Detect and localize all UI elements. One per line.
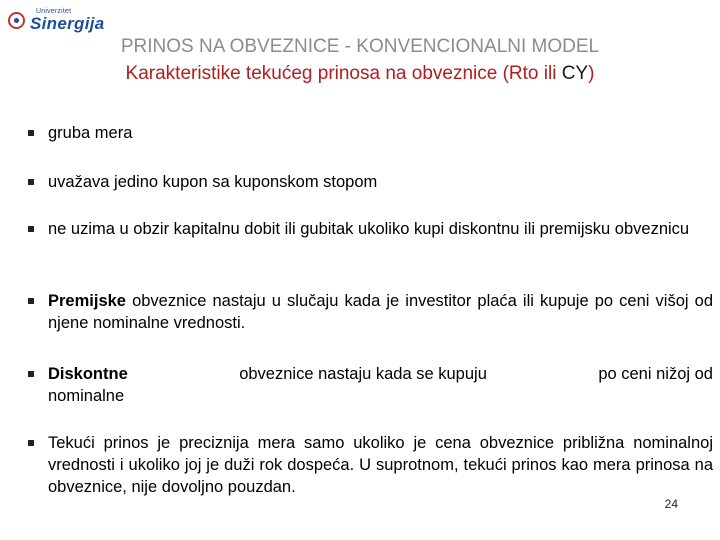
bullet-square-icon <box>28 226 34 232</box>
bullet-body-a: obveznice nastaju kada se kupuju <box>239 365 487 383</box>
slide-subtitle <box>0 63 720 85</box>
bullet-square-icon <box>28 179 34 185</box>
bullet-text: Tekući prinos je preciznija mera samo ukoliko je cena obveznice približna nominalnoj vrednosti i ukoliko joj je duži rok dospeća. U suprotnom, tekući prinos kao mera prinosa na obveznice, nije dovoljno pouzdan. <box>48 434 713 496</box>
bullet-bold-term: Diskontne <box>48 365 128 383</box>
list-item <box>28 363 713 407</box>
bullet-square-icon <box>28 130 34 136</box>
list-item <box>28 122 713 144</box>
bullet-body-c: nominalne <box>48 387 125 405</box>
bullet-text <box>48 290 713 334</box>
list-item <box>28 171 713 193</box>
bullet-text: gruba mera <box>48 124 133 142</box>
subtitle-dark-text: CY <box>561 63 589 84</box>
slide-title: PRINOS NA OBVEZNICE - KONVENCIONALNI MODEL <box>120 36 600 57</box>
university-logo <box>8 6 105 34</box>
bullet-square-icon <box>28 440 34 446</box>
bullet-text: ne uzima u obzir kapitalnu dobit ili gubitak ukoliko kupi diskontnu ili premijsku obveznicu <box>48 220 690 238</box>
page-number: 24 <box>664 497 678 511</box>
list-item <box>28 218 713 240</box>
bullet-square-icon <box>28 371 34 377</box>
list-item <box>28 290 713 334</box>
bullet-line <box>48 363 713 385</box>
logo-name: Sinergija <box>30 14 105 33</box>
bullet-bold-term: Premijske <box>48 292 126 310</box>
bullet-text: uvažava jedino kupon sa kuponskom stopom <box>48 173 378 191</box>
bullet-body-b: po ceni nižoj od <box>598 365 713 383</box>
logo-top-text: Univerzitet <box>36 8 72 15</box>
list-item <box>28 432 713 498</box>
subtitle-close-text: ) <box>588 63 595 84</box>
logo-emblem-icon <box>8 12 25 29</box>
bullet-square-icon <box>28 298 34 304</box>
subtitle-red-text: Karakteristike tekućeg prinosa na obveznice (Rto ili <box>125 63 562 84</box>
bullet-body: obveznice nastaju u slučaju kada je investitor plaća ili kupuje po ceni višoj od njene nominalne vrednosti. <box>48 292 713 332</box>
